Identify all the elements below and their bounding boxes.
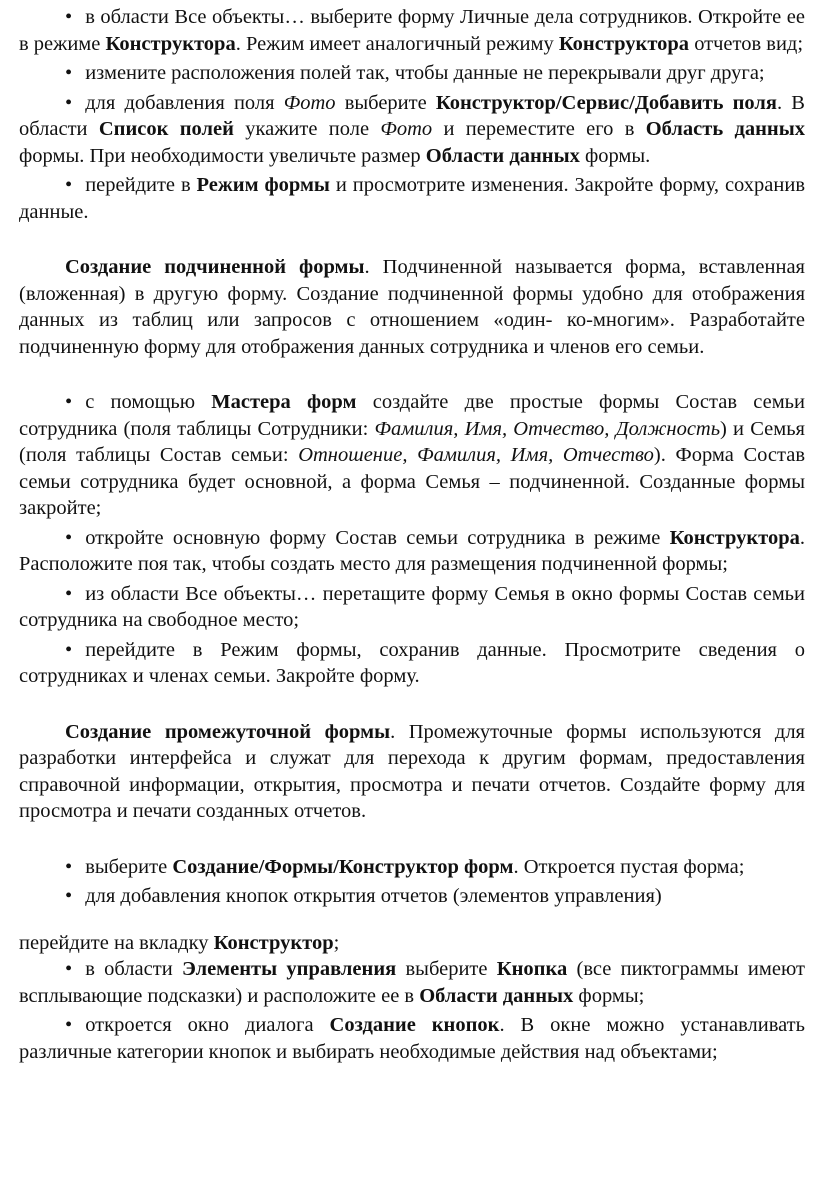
text-run: откроется окно диалога <box>85 1014 330 1036</box>
bold-term: Конструктор/Сервис/Добавить поля <box>435 91 777 114</box>
text-run: откройте основную форму Состав семьи сотрудника в режиме <box>85 526 670 549</box>
text-run: укажите поле <box>233 118 381 140</box>
italic-term: Фото <box>283 91 336 114</box>
bullet-item <box>19 854 805 881</box>
bullet-item <box>19 90 805 170</box>
text-run: с помощью <box>85 391 212 413</box>
text-run: формы. <box>579 144 651 167</box>
text-run: из области Все объекты… перетащите форму Семья в окно формы Состав семьи сотрудника на свободное место; <box>19 582 805 631</box>
paragraph-spacer <box>19 825 805 854</box>
text-run: . Режим имеет аналогичный режиму <box>235 32 559 55</box>
text-run: формы. При необходимости увеличьте размер <box>19 144 426 167</box>
text-run: отчетов вид; <box>689 32 804 55</box>
text-run: . В окне можно устанавливать различные категории кнопок и выбирать необходимые действия над объектами; <box>19 1014 805 1063</box>
text-run: в области Все объекты… выберите форму Личные дела сотрудников. Откройте ее в режиме <box>19 6 805 55</box>
bold-term: Создание подчиненной формы <box>65 256 365 278</box>
bullet-item <box>19 637 805 690</box>
text-run: ; <box>333 931 340 954</box>
bullet-item <box>19 172 805 225</box>
text-run: для добавления поля <box>85 91 284 114</box>
bold-term: Области данных <box>425 144 580 167</box>
bullet-item <box>19 1012 805 1065</box>
text-run: выберите <box>335 91 436 114</box>
paragraph-spacer <box>19 690 805 719</box>
text-run: выберите <box>85 855 173 878</box>
bold-term: Конструктора <box>669 526 800 549</box>
paragraph-spacer <box>19 910 805 930</box>
text-run: ). Форма Состав семьи сотрудника будет основной, а форма Семья – подчиненной. Созданные формы закройте; <box>19 444 805 519</box>
text-run: . Откроется пустая форма; <box>513 855 745 878</box>
text-run: . В области <box>19 91 805 140</box>
bold-term: Режим формы <box>196 174 330 196</box>
text-run: ) и Семья (поля таблицы Состав семьи: <box>19 417 805 466</box>
bold-term: Конструктор <box>213 931 334 954</box>
text-run: в области <box>85 958 182 980</box>
text-run: . Промежуточные формы используются для разработки интерфейса и служат для перехода к другим формам, предоставления справочной информации, открытия, просмотра и печати отчетов. Создайте форму для просмотра и печати созданных отчетов. <box>19 720 805 822</box>
bullet-item <box>19 883 805 910</box>
text-run: (все пиктограммы имеют всплывающие подсказки) и расположите ее в <box>19 958 805 1007</box>
paragraph-spacer <box>19 360 805 389</box>
bold-term: Конструктора <box>105 32 236 55</box>
text-run: и просмотрите изменения. Закройте форму, сохранив данные. <box>19 174 806 223</box>
text-run: формы; <box>573 984 645 1007</box>
bold-term: Создание/Формы/Конструктор форм <box>172 855 514 878</box>
bold-term: Список полей <box>98 118 234 140</box>
bold-term: Конструктора <box>558 32 690 55</box>
bold-term: Области данных <box>419 984 574 1007</box>
bold-term: Элементы управления <box>181 958 397 980</box>
bullet-item <box>19 60 805 87</box>
bullet-item <box>19 389 805 522</box>
bullet-item <box>19 525 805 578</box>
text-run: . Подчиненной называется форма, вставленная (вложенная) в другую форму. Создание подчиненной формы удобно для отображения данных из таблиц или запросов с отношением «один- ко-многим». Разработайте подчиненную форму для отображения данных сотрудника и членов его семьи. <box>19 256 805 358</box>
bold-term: Кнопка <box>496 958 568 980</box>
body-paragraph <box>19 930 805 957</box>
document-page <box>19 4 805 1065</box>
text-run: создайте две простые формы Состав семьи сотрудника (поля таблицы Сотрудники: <box>19 391 805 440</box>
text-run: измените расположения полей так, чтобы данные не перекрывали друг друга; <box>85 62 765 84</box>
paragraph-spacer <box>19 225 805 254</box>
text-run: для добавления кнопок открытия отчетов (элементов управления) <box>85 885 662 907</box>
section-paragraph <box>19 254 805 360</box>
bold-term: Область данных <box>645 118 805 140</box>
italic-term: Отношение, Фамилия, Имя, Отчество <box>298 444 654 466</box>
text-run: перейдите на вкладку <box>19 931 214 954</box>
bullet-item <box>19 581 805 634</box>
text-run: перейдите в <box>85 174 197 196</box>
bold-term: Создание промежуточной формы <box>65 720 391 743</box>
bold-term: Мастера форм <box>211 391 357 413</box>
italic-term: Фото <box>380 118 433 140</box>
text-run: выберите <box>396 958 497 980</box>
bullet-item <box>19 956 805 1009</box>
bold-term: Создание кнопок <box>329 1014 500 1036</box>
text-run: . Расположите поя так, чтобы создать место для размещения подчиненной формы; <box>19 526 805 575</box>
text-run: перейдите в Режим формы, сохранив данные. Просмотрите сведения о сотрудниках и членах семьи. Закройте форму. <box>19 638 805 687</box>
section-paragraph <box>19 719 805 825</box>
bullet-item <box>19 4 805 57</box>
italic-term: Фамилия, Имя, Отчество, Должность <box>374 417 721 440</box>
text-run: и переместите его в <box>432 118 646 140</box>
